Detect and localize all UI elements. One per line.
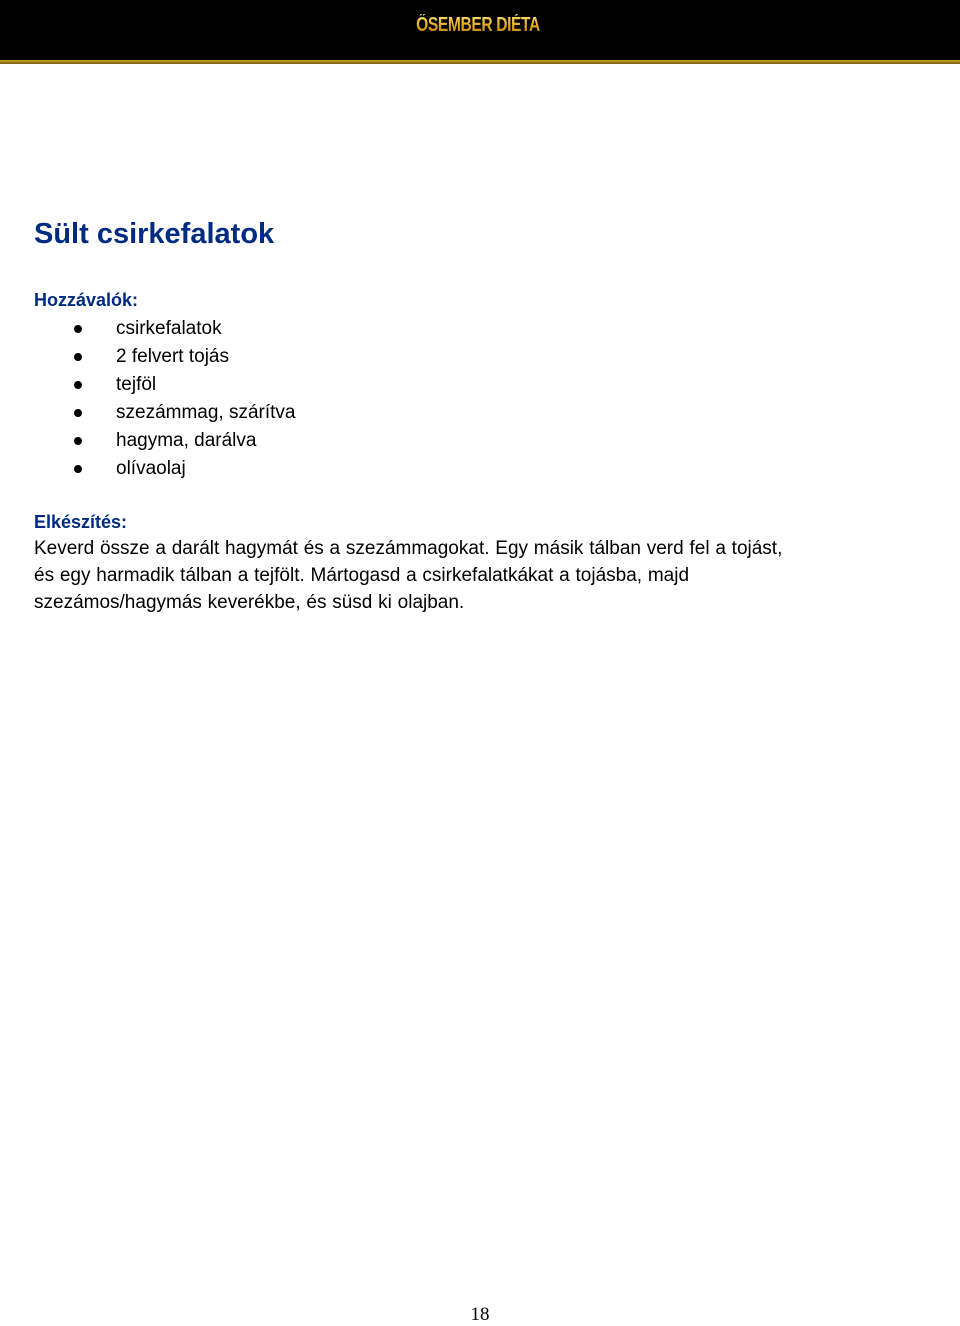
method-line: Keverd össze a darált hagymát és a szezámmagokat. Egy másik tálban verd fel a tojást, bbox=[34, 538, 783, 559]
ingredients-heading: Hozzávalók: bbox=[34, 290, 139, 310]
ingredient-text: csirkefalatok bbox=[116, 318, 222, 339]
ingredient-item bbox=[34, 315, 296, 343]
ingredient-text: olívaolaj bbox=[116, 458, 186, 479]
ingredient-item bbox=[34, 371, 296, 399]
bullet-icon bbox=[74, 381, 82, 389]
ingredient-item bbox=[34, 399, 296, 427]
ingredient-text: 2 felvert tojás bbox=[116, 346, 229, 367]
header-rule bbox=[0, 60, 960, 64]
method-paragraph bbox=[34, 535, 944, 616]
bullet-icon bbox=[74, 465, 82, 473]
page-number: 18 bbox=[470, 1304, 490, 1325]
ingredient-text: szezámmag, szárítva bbox=[116, 402, 296, 423]
bullet-icon bbox=[74, 409, 82, 417]
brand-logo bbox=[104, 14, 853, 37]
method-line: és egy harmadik tálban a tejfölt. Mártogasd a csirkefalatkákat a tojásba, majd bbox=[34, 565, 690, 586]
method-heading: Elkészítés: bbox=[34, 512, 128, 532]
ingredient-item bbox=[34, 455, 296, 483]
ingredient-text: hagyma, darálva bbox=[116, 430, 257, 451]
ingredient-item bbox=[34, 427, 296, 455]
recipe-title: Sült csirkefalatok bbox=[34, 218, 275, 250]
ingredients-list bbox=[34, 315, 296, 483]
brand-logo-text: ŐSEMBER DIÉTA bbox=[416, 14, 540, 36]
ingredient-text: tejföl bbox=[116, 374, 157, 395]
method-line: szezámos/hagymás keverékbe, és süsd ki olajban. bbox=[34, 592, 465, 613]
bullet-icon bbox=[74, 437, 82, 445]
ingredient-item bbox=[34, 343, 296, 371]
bullet-icon bbox=[74, 353, 82, 361]
bullet-icon bbox=[74, 325, 82, 333]
